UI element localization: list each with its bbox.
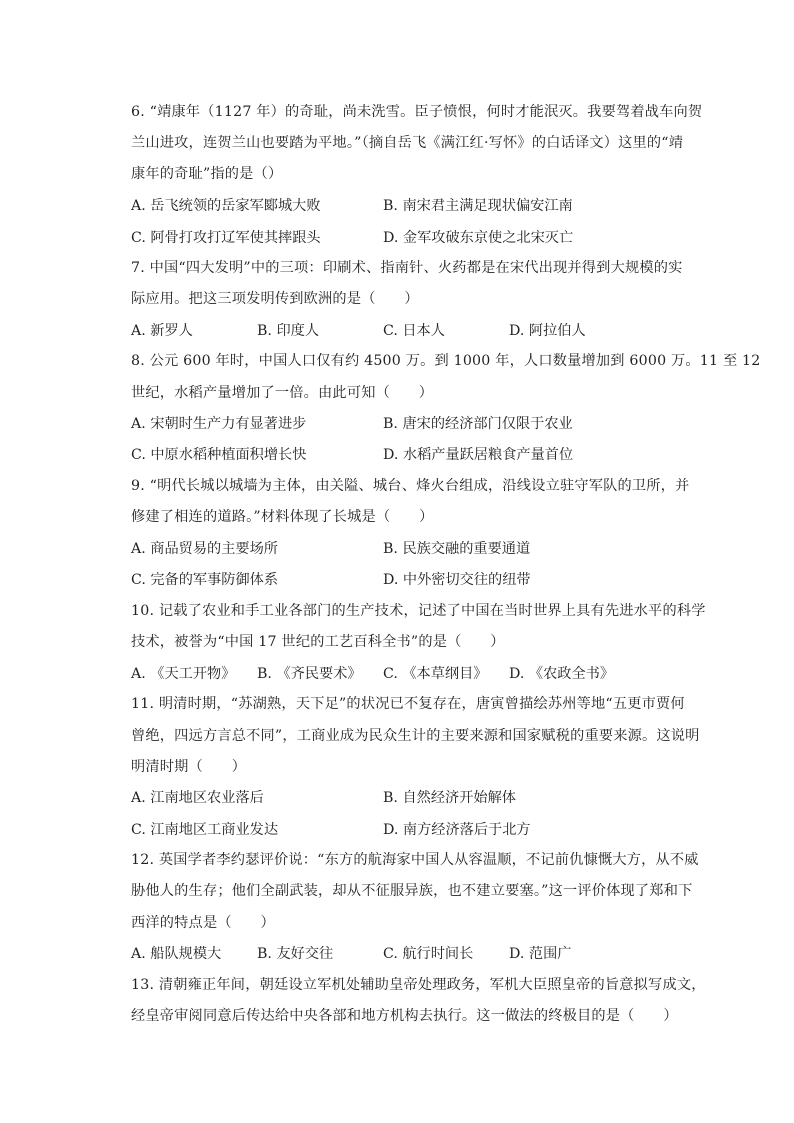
q11-option-b: B. 自然经济开始解体 <box>383 790 516 806</box>
q9-stem-line-1: 9. “明代长城以城墙为主体，由关隘、城台、烽火台组成，沿线设立驻守军队的卫所，并 <box>131 478 690 494</box>
q11-option-d: D. 南方经济落后于北方 <box>383 822 531 838</box>
q9-option-b: B. 民族交融的重要通道 <box>383 541 531 557</box>
q7-stem-line-1: 7. 中国“四大发明”中的三项：印刷术、指南针、火药都是在宋代出现并得到大规模的实 <box>131 260 683 276</box>
q8-option-d: D. 水稻产量跃居粮食产量首位 <box>383 447 574 463</box>
q12-option-d: D. 范围广 <box>509 946 572 962</box>
q9-option-c: C. 完备的军事防御体系 <box>131 572 279 588</box>
q12-stem-line-3: 西洋的特点是（ ） <box>131 915 275 931</box>
q6-stem-line-2: 兰山进攻，连贺兰山也要踏为平地。”（摘自岳飞《满江红·写怀》的白话译文）这里的“靖 <box>131 135 684 151</box>
q6-stem-line-1: 6. “靖康年（1127 年）的奇耻，尚未洗雪。臣子愤恨，何时才能泯灭。我要驾着战车向贺 <box>131 104 703 120</box>
q6-stem-line-3: 康年的奇耻”指的是（） <box>131 166 283 182</box>
q10-option-d: D. 《农政全书》 <box>509 666 615 682</box>
q7-option-a: A. 新罗人 <box>131 323 193 339</box>
q11-option-c: C. 江南地区工商业发达 <box>131 822 279 838</box>
q7-option-c: C. 日本人 <box>383 323 445 339</box>
q6-option-c: C. 阿骨打攻打辽军使其摔跟头 <box>131 230 321 246</box>
q10-option-c: C. 《本草纲目》 <box>383 666 488 682</box>
q7-option-b: B. 印度人 <box>257 323 320 339</box>
q11-stem-line-1: 11. 明清时期，“苏湖熟，天下足”的状况已不复存在，唐寅曾描绘苏州等地“五更市贾何 <box>131 696 685 712</box>
q6-option-a: A. 岳飞统领的岳家军郾城大败 <box>131 198 321 214</box>
q6-option-d: D. 金军攻破东京使之北宋灭亡 <box>383 230 574 246</box>
q12-stem-line-2: 胁他人的生存；他们全副武装，却从不征服异族，也不建立要塞。”这一评价体现了郑和下 <box>131 883 693 899</box>
q7-option-d: D. 阿拉伯人 <box>509 323 586 339</box>
q9-option-d: D. 中外密切交往的纽带 <box>383 572 531 588</box>
q11-stem-line-3: 明清时期（ ） <box>131 759 247 775</box>
q6-option-b: B. 南宋君主满足现状偏安江南 <box>383 198 573 214</box>
q12-option-a: A. 船队规模大 <box>131 946 222 962</box>
q9-option-a: A. 商品贸易的主要场所 <box>131 541 278 557</box>
q8-option-a: A. 宋朝时生产力有显著进步 <box>131 416 307 432</box>
q12-stem-line-1: 12. 英国学者李约瑟评价说：“东方的航海家中国人从容温顺，不记前仇慷慨大方，从不威 <box>131 852 699 868</box>
q11-stem-line-2: 曾绝，四远方言总不同”，工商业成为民众生计的主要来源和国家赋税的重要来源。这说明 <box>131 728 700 744</box>
q13-stem-line-2: 经皇帝审阅同意后传达给中央各部和地方机构去执行。这一做法的终极目的是（ ） <box>131 1008 678 1024</box>
q8-option-b: B. 唐宋的经济部门仅限于农业 <box>383 416 573 432</box>
q13-stem-line-1: 13. 清朝雍正年间，朝廷设立军机处辅助皇帝处理政务，军机大臣照皇帝的旨意拟写成文， <box>131 977 706 993</box>
q12-option-c: C. 航行时间长 <box>383 946 474 962</box>
q12-option-b: B. 友好交往 <box>257 946 334 962</box>
q8-option-c: C. 中原水稻种植面积增长快 <box>131 447 307 463</box>
q11-option-a: A. 江南地区农业落后 <box>131 790 264 806</box>
q8-stem-line-2: 世纪，水稻产量增加了一倍。由此可知（ ） <box>131 385 434 401</box>
q10-option-a: A. 《天工开物》 <box>131 666 236 682</box>
q8-stem-line-1: 8. 公元 600 年时，中国人口仅有约 4500 万。到 1000 年，人口数量增加到 6000 万。11 至 12 <box>131 353 761 369</box>
q10-stem-line-1: 10. 记载了农业和手工业各部门的生产技术，记述了中国在当时世界上具有先进水平的科学 <box>131 603 706 619</box>
q10-option-b: B. 《齐民要术》 <box>257 666 362 682</box>
q7-stem-line-2: 际应用。把这三项发明传到欧洲的是（ ） <box>131 291 419 307</box>
q10-stem-line-2: 技术，被誉为“中国 17 世纪的工艺百科全书”的是（ ） <box>131 634 505 650</box>
q9-stem-line-2: 修建了相连的道路。”材料体现了长城是（ ） <box>131 509 434 525</box>
